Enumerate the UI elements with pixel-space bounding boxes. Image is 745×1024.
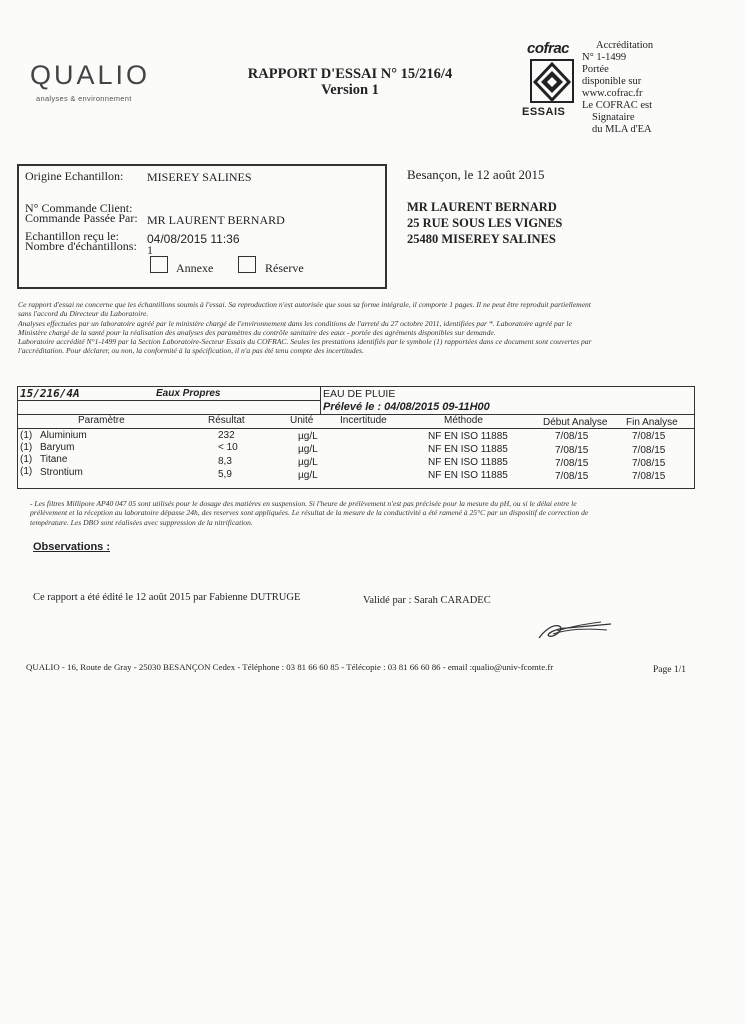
order-by-label: Commande Passée Par: xyxy=(25,211,138,225)
results-table xyxy=(17,386,695,489)
sample-name: EAU DE PLUIE xyxy=(323,388,396,400)
accreditation-line: du MLA d'EA xyxy=(592,124,652,135)
row-start: 7/08/15 xyxy=(555,445,589,456)
client-order-label: N° Commande Client: xyxy=(25,201,133,215)
accreditation-line: www.cofrac.fr xyxy=(582,88,643,99)
cofrac-essais-label: ESSAIS xyxy=(522,106,566,118)
col-header-uncertainty: Incertitude xyxy=(340,415,387,426)
disclaimer-line: Ministère chargé de la santé pour la réalisation des analyses des paramètres du contrôle sanitaire des eaux - portée des agréments disponibles sur demande. xyxy=(18,327,496,337)
order-by-value: MR LAURENT BERNARD xyxy=(147,213,285,227)
row-param: Strontium xyxy=(40,467,83,478)
row-end: 7/08/15 xyxy=(632,445,666,456)
validated-by-line: Validé par : Sarah CARADEC xyxy=(363,595,491,606)
received-label: Echantillon reçu le: xyxy=(25,229,119,243)
report-title-line1: RAPPORT D'ESSAI N° 15/216/4 xyxy=(247,66,453,82)
row-flag: (1) xyxy=(20,430,33,441)
annexe-checkbox[interactable] xyxy=(150,256,168,273)
origin-value: MISEREY SALINES xyxy=(147,170,252,184)
logo-tagline: analyses & environnement xyxy=(36,94,132,103)
row-unit: µg/L xyxy=(298,470,318,481)
signature-icon xyxy=(535,610,615,645)
recipient-address xyxy=(407,199,562,247)
sampled-date-line: Prélevé le : 04/08/2015 09-11H00 xyxy=(323,401,490,413)
observations-heading: Observations : xyxy=(33,541,111,553)
col-header-method: Méthode xyxy=(444,415,483,426)
row-param: Titane xyxy=(40,454,68,465)
note-line: température. Les DBO sont réalisées avec suppression de la nitrification. xyxy=(30,517,253,527)
table-divider xyxy=(18,400,321,401)
row-unit: µg/L xyxy=(298,444,318,455)
row-unit: µg/L xyxy=(298,431,318,442)
sample-count-value: 1 xyxy=(147,243,153,257)
legal-disclaimer xyxy=(18,300,698,356)
received-value: 04/08/2015 11:36 xyxy=(147,232,240,246)
col-header-result: Résultat xyxy=(208,415,245,426)
row-param: Aluminium xyxy=(40,430,87,441)
row-flag: (1) xyxy=(20,442,33,453)
row-flag: (1) xyxy=(20,466,33,477)
row-result: 5,9 xyxy=(218,469,232,480)
cofrac-logo: cofrac xyxy=(527,40,570,57)
disclaimer-line: sans l'accord du Directeur du Laboratoire. xyxy=(18,309,149,319)
accreditation-line: Signataire xyxy=(592,112,635,123)
row-start: 7/08/15 xyxy=(555,431,589,442)
disclaimer-line: Analyses effectuées par un laboratoire agréé par le ministère chargé de l'environnement dans les conditions de l'arreté du 27 octobre 2011, identifiées par *. Laboratoire agréé par le xyxy=(18,318,572,328)
page-number: Page 1/1 xyxy=(653,665,686,675)
row-result: 8,3 xyxy=(218,456,232,467)
reserve-checkbox[interactable] xyxy=(238,256,256,273)
annexe-label: Annexe xyxy=(176,261,214,275)
row-end: 7/08/15 xyxy=(632,431,666,442)
address-line: MR LAURENT BERNARD xyxy=(407,200,557,214)
col-header-unit: Unité xyxy=(290,415,314,426)
row-method: NF EN ISO 11885 xyxy=(428,457,508,468)
report-title-line2: Version 1 xyxy=(321,82,379,98)
sample-info-box xyxy=(17,164,387,289)
note-line: prélèvement et la réception au laboratoire dépasse 24h, des reserves sont appliquées. Le résultat de la mesure de la conductivité a été ramené à 25°C par un dispositif de correction de xyxy=(30,508,589,518)
row-start: 7/08/15 xyxy=(555,471,589,482)
row-method: NF EN ISO 11885 xyxy=(428,444,508,455)
sample-id: 15/216/4A xyxy=(20,387,80,400)
disclaimer-line: Laboratoire accrédité N°1-1499 par la Section Laboratoire-Secteur Essais du COFRAC. Seules les prestations identifiés par le symbole (1) rapportées dans ce document sont couvertes par xyxy=(18,337,592,347)
origin-label: Origine Echantillon: xyxy=(25,169,124,183)
address-line: 25 RUE SOUS LES VIGNES xyxy=(407,216,563,230)
accreditation-block xyxy=(582,40,692,136)
table-divider xyxy=(18,428,694,429)
row-result: < 10 xyxy=(218,442,238,453)
edited-by-line: Ce rapport a été édité le 12 août 2015 par Fabienne DUTRUGE xyxy=(33,592,301,603)
accreditation-line: Portée xyxy=(582,64,609,75)
disclaimer-line: l'accréditation. Pour déclarer, ou non, la conformité à la spécification, il n'a pas été tenu compte des incertitudes. xyxy=(18,346,364,356)
row-end: 7/08/15 xyxy=(632,458,666,469)
row-method: NF EN ISO 11885 xyxy=(428,431,508,442)
col-header-param: Paramètre xyxy=(78,415,125,426)
accreditation-line: Le COFRAC est xyxy=(582,100,653,111)
row-param: Baryum xyxy=(40,442,75,453)
reserve-label: Réserve xyxy=(265,261,304,275)
col-header-end: Fin Analyse xyxy=(626,417,678,428)
sample-count-label: Nombre d'échantillons: xyxy=(25,239,137,253)
row-unit: µg/L xyxy=(298,457,318,468)
cofrac-emblem-icon xyxy=(529,58,575,104)
row-method: NF EN ISO 11885 xyxy=(428,470,508,481)
address-line: 25480 MISEREY SALINES xyxy=(407,232,556,246)
method-notes xyxy=(30,499,695,527)
qualio-logo: QUALIO xyxy=(30,60,151,90)
col-header-start: Début Analyse xyxy=(543,417,608,428)
note-line: - Les filtres Millipore AP40 047 05 sont utilisés pour le dosage des matières en suspension. Si l'heure de prélèvement n'est pas précisée pour la mesure du pH, ou si le délai entre le xyxy=(30,499,577,508)
row-result: 232 xyxy=(218,430,235,441)
row-flag: (1) xyxy=(20,454,33,465)
sample-type: Eaux Propres xyxy=(156,388,221,399)
accreditation-line: disponible sur xyxy=(582,76,642,87)
footer-contact: QUALIO - 16, Route de Gray - 25030 BESANÇON Cedex - Téléphone : 03 81 66 60 85 - Télécopie : 03 81 66 60 86 - email :qualio@univ-fcomte.fr xyxy=(26,662,554,672)
accreditation-line: N° 1-1499 xyxy=(582,52,627,63)
row-start: 7/08/15 xyxy=(555,458,589,469)
row-end: 7/08/15 xyxy=(632,471,666,482)
accreditation-line: Accréditation xyxy=(596,40,654,51)
report-date-line: Besançon, le 12 août 2015 xyxy=(407,167,545,182)
disclaimer-line: Ce rapport d'essai ne concerne que les échantillons soumis à l'essai. Sa reproduction n'est autorisée que sous sa forme intégrale, il comporte 1 pages. Il ne peut être reproduit partiellement xyxy=(18,300,591,309)
